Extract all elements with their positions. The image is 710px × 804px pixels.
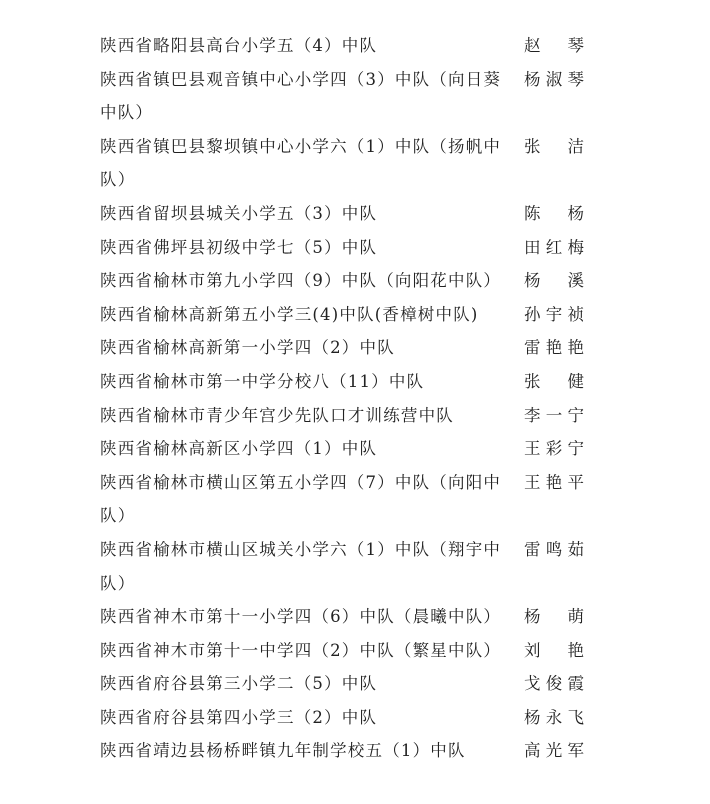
squad-name: 陕西省榆林高新第五小学三(4)中队(香樟树中队): [100, 304, 479, 324]
list-item: [100, 701, 600, 735]
squad-name: 陕西省神木市第十一小学四（6）中队（晨曦中队）: [100, 607, 502, 627]
squad-name: 陕西省略阳县高台小学五（4）中队: [100, 36, 378, 55]
list-item: [100, 298, 600, 332]
counselor-name: 张 健: [524, 371, 584, 391]
squad-name: 陕西省佛坪县初级中学七（5）中队: [100, 237, 378, 257]
counselor-name: 王艳平: [524, 472, 584, 492]
squad-name: 陕西省榆林市横山区城关小学六（1）中队（翔宇中队）: [100, 539, 502, 593]
honor-list: [100, 29, 600, 768]
list-item: [100, 264, 600, 298]
counselor-name: 王彩宁: [524, 439, 584, 459]
squad-name: 陕西省府谷县第三小学二（5）中队: [100, 674, 378, 694]
list-item: [100, 63, 600, 130]
squad-name: 陕西省榆林市第九小学四（9）中队（向阳花中队）: [100, 271, 502, 291]
counselor-name: 杨 溪: [524, 271, 584, 291]
squad-name: 陕西省府谷县第四小学三（2）中队: [100, 707, 378, 727]
counselor-name: 雷艳艳: [524, 338, 584, 358]
list-item: [100, 231, 600, 265]
squad-name: 陕西省神木市第十一中学四（2）中队（繁星中队）: [100, 640, 502, 660]
list-item: [100, 197, 600, 231]
list-item: [100, 533, 600, 600]
list-item: [100, 634, 600, 668]
counselor-name: 杨 萌: [524, 607, 584, 627]
counselor-name: 孙宇祯: [524, 304, 584, 324]
counselor-name: 陈 杨: [524, 203, 584, 223]
list-item: [100, 331, 600, 365]
squad-name: 陕西省留坝县城关小学五（3）中队: [100, 203, 378, 223]
counselor-name: 杨永飞: [524, 707, 584, 727]
counselor-name: 赵 琴: [524, 36, 584, 55]
squad-name: 陕西省镇巴县观音镇中心小学四（3）中队（向日葵中队）: [100, 69, 502, 123]
counselor-name: 刘 艳: [524, 640, 584, 660]
list-item: [100, 466, 600, 533]
list-item: [100, 365, 600, 399]
list-item: [100, 667, 600, 701]
squad-name: 陕西省靖边县杨桥畔镇九年制学校五（1）中队: [100, 741, 466, 761]
list-item: [100, 432, 600, 466]
counselor-name: 高光军: [524, 741, 584, 761]
list-item: [100, 130, 600, 197]
squad-name: 陕西省榆林高新第一小学四（2）中队: [100, 338, 395, 358]
counselor-name: 李一宁: [524, 405, 584, 425]
counselor-name: 戈俊霞: [524, 674, 584, 694]
counselor-name: 张 洁: [524, 136, 584, 156]
list-item: [100, 399, 600, 433]
counselor-name: 田红梅: [524, 237, 584, 257]
list-item: [100, 600, 600, 634]
list-item: [100, 29, 600, 63]
squad-name: 陕西省榆林高新区小学四（1）中队: [100, 439, 378, 459]
squad-name: 陕西省榆林市横山区第五小学四（7）中队（向阳中队）: [100, 472, 502, 526]
list-item: [100, 734, 600, 768]
squad-name: 陕西省镇巴县黎坝镇中心小学六（1）中队（扬帆中队）: [100, 136, 502, 190]
squad-name: 陕西省榆林市第一中学分校八（11）中队: [100, 371, 425, 391]
squad-name: 陕西省榆林市青少年宫少先队口才训练营中队: [100, 405, 454, 425]
counselor-name: 杨淑琴: [524, 69, 584, 89]
counselor-name: 雷鸣茹: [524, 539, 584, 559]
